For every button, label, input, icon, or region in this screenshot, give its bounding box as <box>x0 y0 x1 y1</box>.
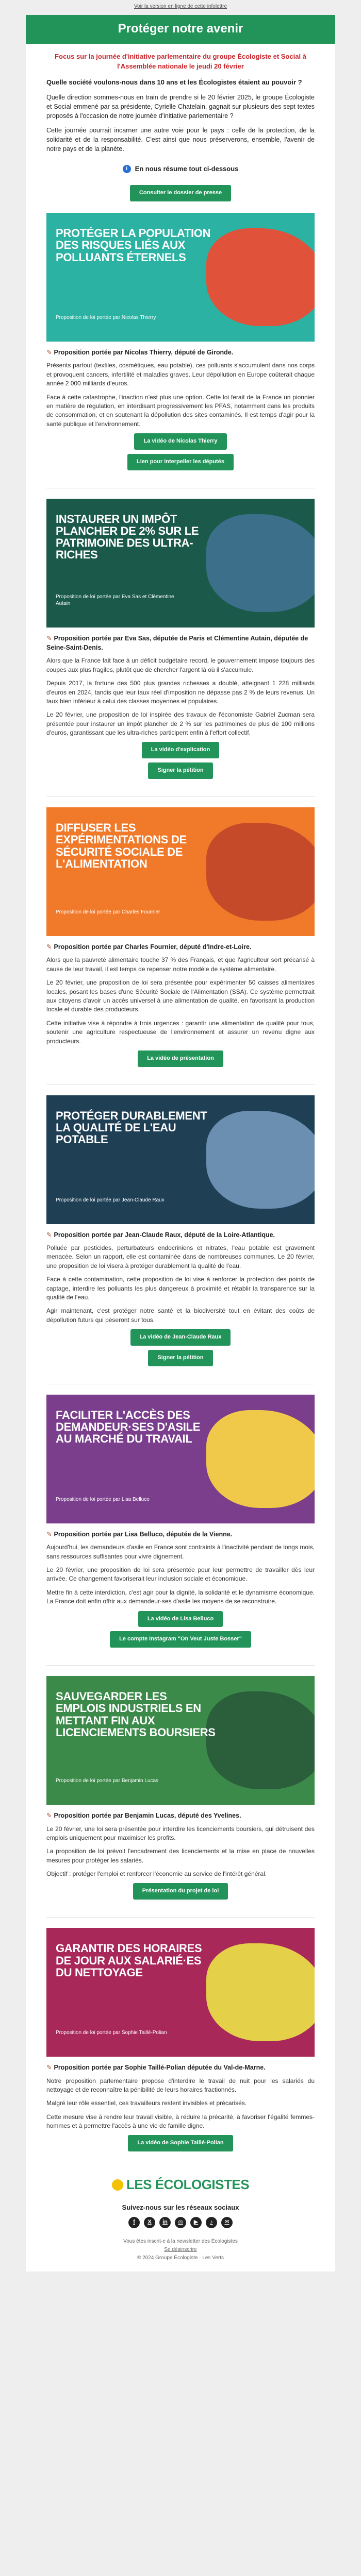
proposal-paragraph: Alors que la pauvreté alimentaire touche 37 % des Français, et que l'agriculteur sort précarisé à cause de leur travail, il est temps de repenser notre modèle de système alimentaire. <box>46 956 315 973</box>
proposal-author <box>46 634 315 652</box>
proposal-body <box>26 1805 335 1900</box>
proposal-visual <box>46 1095 315 1224</box>
proposal-paragraph: Le 20 février, une proposition de loi sera présentée pour expérimenter 50 caisses alimentaires locales, posant les bases d'une Sécurité Sociale de l'Alimentation (SSA). Ce système permettrait aux citoyens d'avoir un accès universel à une alimentation de qualité, en favorisant la production locale et durable des producteurs. <box>46 979 315 1013</box>
proposal-author <box>46 942 315 952</box>
visual-title: SAUVEGARDER LES EMPLOIS INDUSTRIELS EN METTANT FIN AUX LICENCIEMENTS BOURSIERS <box>56 1690 216 1739</box>
proposal-paragraph: La proposition de loi prévoit l'encadrement des licenciements et la mise en place de nouvelles mesures pour protéger les salariés. <box>46 1848 315 1864</box>
follow-heading: Suivez-nous sur les réseaux sociaux <box>122 2204 239 2212</box>
author-text: Proposition portée par Sophie Taillé-Polian députée du Val-de-Marne. <box>54 2064 266 2072</box>
intro-question: Quelle société voulons-nous dans 10 ans et les Écologistes étaient au pouvoir ? <box>46 78 302 86</box>
proposal-paragraph: Face à cette contamination, cette proposition de loi vise à renforcer la protection des points de captage, interdire les polluants les plus dangereux à proximité et rétablir la transparence sur la qualité de l'eau. <box>46 1276 315 1301</box>
visual-subtitle: Proposition de loi portée par Charles Fournier <box>56 909 160 916</box>
newsletter-card <box>26 15 335 2272</box>
visual-subtitle: Proposition de loi portée par Lisa Belluco <box>56 1497 150 1503</box>
social-icon[interactable]: f <box>128 2217 140 2228</box>
proposal-section <box>26 1095 335 1379</box>
intro-paragraph: Cette journée pourrait incarner une autre voie pour le pays : celle de la protection, de la solidarité et de la responsabilité. C'est ainsi que nous préserverons, ensemble, l'avenir de notre pays et de la planète. <box>46 127 315 153</box>
proposal-paragraph: Cette mesure vise à rendre leur travail visible, à réduire la précarité, à favoriser l'égalité femmes-hommes et à permettre l'accès à une vie de famille digne. <box>46 2113 315 2130</box>
proposal-author <box>46 1230 315 1240</box>
footer-bottom <box>26 2235 335 2272</box>
summary-text: En nous résume tout ci-dessous <box>135 164 239 173</box>
info-icon: i <box>123 165 131 173</box>
pin-icon: ✎ <box>46 943 52 951</box>
hero-title: Protéger notre avenir <box>26 15 335 44</box>
proposal-paragraph: Présents partout (textiles, cosmétiques, eau potable), ces polluants s'accumulent dans nos corps et provoquent cancers, infertilité et maladies graves. Leur dépollution en Europe coûterait chaque année 2 000 milliards d'euros. <box>46 362 315 387</box>
visual-illustration <box>206 1691 315 1789</box>
visual-subtitle: Proposition de loi portée par Jean-Claude Raux <box>56 1197 165 1203</box>
author-text: Proposition portée par Lisa Belluco, députée de la Vienne. <box>54 1531 233 1538</box>
visual-subtitle: Proposition de loi portée par Nicolas Thierry <box>56 315 156 321</box>
topbar <box>0 0 361 15</box>
proposal-paragraph: Le 20 février, une proposition de loi inspirée des travaux de l'économiste Gabriel Zucman sera présentée pour instaurer un impôt plancher de 2 % sur les patrimoines de plus de 100 millions d'euros, garantissant que les ultra-riches participent enfin à l'effort collectif. <box>46 711 315 737</box>
proposal-section <box>26 213 335 483</box>
logo-text: LES ÉCOLOGISTES <box>126 2177 250 2193</box>
footer-line: Vous êtes inscrit·e à la newsletter des Écologistes <box>123 2238 238 2244</box>
proposal-paragraph: Face à cette catastrophe, l'inaction n'est plus une option. Cette loi ferait de la France un pionnier en matière de régulation, en interdisant progressivement les PFAS, notamment dans les produits de consommation, et en soutenant la dépollution des sites contaminés. Il est temps d'agir pour la santé publique et l'environnement. <box>46 393 315 428</box>
author-text: Proposition portée par Jean-Claude Raux, député de la Loire-Atlantique. <box>54 1231 275 1239</box>
proposal-paragraph: Polluée par pesticides, perturbateurs endocriniens et nitrates, l'eau potable est gravement menacée. Selon un rapport, elle est contaminée dans de nombreuses communes. Le 20 février, une proposition de loi visera à protéger durablement la qualité de l'eau. <box>46 1244 315 1269</box>
proposal-button[interactable]: Signer la pétition <box>148 1350 212 1366</box>
proposal-author <box>46 348 315 357</box>
proposal-button[interactable]: La vidéo d'explication <box>142 742 219 758</box>
visual-title: PROTÉGER DURABLEMENT LA QUALITÉ DE L'EAU POTABLE <box>56 1109 207 1146</box>
pin-icon: ✎ <box>46 1531 52 1538</box>
proposal-button[interactable]: Signer la pétition <box>148 762 212 779</box>
proposal-button[interactable]: Le compte Instagram "On Veut Juste Bosser" <box>110 1631 251 1648</box>
proposal-paragraph: Malgré leur rôle essentiel, ces travailleurs restent invisibles et précarisés. <box>46 2099 247 2107</box>
proposal-button[interactable]: La vidéo de Sophie Taillé-Polian <box>128 2135 233 2151</box>
pin-icon: ✎ <box>46 1231 52 1239</box>
proposal-button[interactable]: Présentation du projet de loi <box>133 1883 228 1900</box>
proposal-paragraph: Cette initiative vise à répondre à trois urgences : garantir une alimentation de qualité pour tous, soutenir une agriculture respectueuse de l'environnement et assurer un revenu digne aux producteurs. <box>46 1019 315 1045</box>
proposal-paragraph: Notre proposition parlementaire propose d'interdire le travail de nuit pour les salariés du nettoyage et de reconnaître la pénibilité de leurs horaires fractionnés. <box>46 2077 315 2093</box>
proposal-body <box>26 1523 335 1648</box>
divider <box>46 796 315 797</box>
proposal-section <box>26 499 335 791</box>
proposal-visual <box>46 213 315 342</box>
proposal-paragraph: Agir maintenant, c'est protéger notre santé et la biodiversité tout en évitant des coûts de dépollution futurs qui pèseront sur tous. <box>46 1307 315 1324</box>
logo[interactable] <box>112 2175 249 2195</box>
proposal-body <box>26 936 335 1067</box>
press-kit-button[interactable]: Consulter le dossier de presse <box>130 185 231 201</box>
visual-illustration <box>206 228 315 326</box>
visual-title: INSTAURER UN IMPÔT PLANCHER DE 2% SUR LE PATRIMOINE DES ULTRA-RICHES <box>56 513 199 562</box>
summary-banner <box>46 159 315 181</box>
divider <box>46 1665 315 1666</box>
visual-title: DIFFUSER LES EXPÉRIMENTATIONS DE SÉCURITÉ SOCIALE DE L'ALIMENTATION <box>56 821 187 870</box>
proposal-button[interactable]: La vidéo de Nicolas Thierry <box>134 433 226 450</box>
view-online-link[interactable]: Voir la version en ligne de cette infolettre <box>134 4 227 9</box>
visual-illustration <box>206 1111 315 1209</box>
proposal-visual <box>46 1395 315 1523</box>
pin-icon: ✎ <box>46 1812 52 1820</box>
visual-illustration <box>206 514 315 612</box>
intro-paragraph: Quelle direction sommes-nous en train de prendre si le 20 février 2025, le groupe Écologiste et Social emmené par sa présidente, Cyrielle Chatelain, gagnait sur plusieurs des sept textes proposés à l'occasion de notre journée d'initiative parlementaire ? <box>46 93 315 120</box>
footer-logo <box>26 2164 335 2199</box>
proposal-visual <box>46 1928 315 2057</box>
proposal-button[interactable]: La vidéo de Lisa Belluco <box>138 1611 223 1628</box>
unsubscribe-link[interactable]: Se désinscrire <box>164 2246 197 2252</box>
pin-icon: ✎ <box>46 635 52 642</box>
proposal-body <box>26 1224 335 1366</box>
proposal-button[interactable]: La vidéo de Jean-Claude Raux <box>130 1329 231 1346</box>
proposal-visual <box>46 807 315 936</box>
proposal-paragraph: Le 20 février, une proposition de loi sera présentée pour leur permettre de travailler dès leur arrivée. Ce changement favoriserait leur inclusion sociale et économique. <box>46 1566 315 1583</box>
visual-title: PROTÉGER LA POPULATION DES RISQUES LIÉS AUX POLLUANTS ÉTERNELS <box>56 227 211 264</box>
proposal-paragraph: Le 20 février, une loi sera présentée pour interdire les licenciements boursiers, qui détruisent des emplois uniquement pour maximiser les profits. <box>46 1825 315 1841</box>
proposal-section <box>26 1676 335 1912</box>
proposal-author <box>46 2063 315 2072</box>
intro <box>26 44 335 213</box>
visual-subtitle: Proposition de loi portée par Sophie Taillé-Polian <box>56 2030 167 2036</box>
proposal-button[interactable]: Lien pour interpeller les députés <box>127 454 234 470</box>
sun-icon <box>112 2179 123 2191</box>
proposal-button[interactable]: La vidéo de présentation <box>138 1050 223 1067</box>
social-icon[interactable]: in <box>159 2217 171 2228</box>
proposal-paragraph: Mettre fin à cette interdiction, c'est agir pour la dignité, la solidarité et le dynamisme économique. La France doit enfin offrir aux demandeur·ses d'asile les moyens de se reconstruire. <box>46 1588 315 1605</box>
author-text: Proposition portée par Charles Fournier, député d'Indre-et-Loire. <box>54 943 252 951</box>
proposal-author <box>46 1530 315 1539</box>
copyright: © 2024 Groupe Écologiste · Les Verts <box>137 2255 224 2261</box>
proposal-paragraph: Objectif : protéger l'emploi et renforcer l'économie au service de l'intérêt général. <box>46 1870 267 1878</box>
social-links <box>26 2217 335 2228</box>
social-icon[interactable]: X <box>144 2217 155 2228</box>
author-text: Proposition portée par Benjamin Lucas, député des Yvelines. <box>54 1812 241 1820</box>
pin-icon: ✎ <box>46 2064 52 2072</box>
proposal-author <box>46 1811 315 1820</box>
proposal-visual <box>46 499 315 628</box>
proposal-body <box>26 2057 335 2151</box>
intro-subtitle: Focus sur la journée d'initiative parlementaire du groupe Écologiste et Social à l'Assemblée nationale le jeudi 20 février <box>55 53 306 71</box>
divider <box>46 1084 315 1085</box>
visual-title: FACILITER L'ACCÈS DES DEMANDEUR·SES D'ASILE AU MARCHÉ DU TRAVAIL <box>56 1409 201 1446</box>
author-text: Proposition portée par Nicolas Thierry, député de Gironde. <box>54 349 234 357</box>
social-icon[interactable]: ▶ <box>190 2217 202 2228</box>
proposal-body <box>26 342 335 470</box>
visual-illustration <box>206 823 315 921</box>
author-text: Proposition portée par Eva Sas, députée de Paris et Clémentine Autain, députée de Seine-Saint-Denis. <box>46 635 308 652</box>
proposal-section <box>26 807 335 1079</box>
divider <box>46 1917 315 1918</box>
pin-icon: ✎ <box>46 349 52 357</box>
social-icon[interactable]: ✉ <box>221 2217 233 2228</box>
visual-subtitle: Proposition de loi portée par Eva Sas et Clémentine Autain <box>56 594 174 607</box>
proposal-paragraph: Alors que la France fait face à un déficit budgétaire record, le gouvernement impose toujours des coupes aux plus fragiles, plutôt que de chercher l'argent là où il s'accumule. <box>46 657 315 673</box>
visual-subtitle: Proposition de loi portée par Benjamin Lucas <box>56 1778 159 1784</box>
visual-title: GARANTIR DES HORAIRES DE JOUR AUX SALARIÉ·ES DU NETTOYAGE <box>56 1942 202 1979</box>
social-icon[interactable]: ◎ <box>175 2217 186 2228</box>
proposal-body <box>26 628 335 779</box>
proposal-visual <box>46 1676 315 1805</box>
proposal-section <box>26 1928 335 2164</box>
proposal-paragraph: Depuis 2017, la fortune des 500 plus grandes richesses a doublé, atteignant 1 228 milliards d'euros en 2024, tandis que leur taux réel d'imposition ne dépasse pas 2 % de leurs revenus. Un taux bien inférieur à celui des classes moyennes et populaires. <box>46 680 315 705</box>
sections <box>26 213 335 2164</box>
proposal-section <box>26 1395 335 1660</box>
social-icon[interactable]: ♪ <box>206 2217 217 2228</box>
proposal-paragraph: Aujourd'hui, les demandeurs d'asile en France sont contraints à l'inactivité pendant de longs mois, sans ressources suffisantes pour vivre dignement. <box>46 1544 315 1560</box>
visual-illustration <box>206 1943 315 2041</box>
visual-illustration <box>206 1410 315 1508</box>
